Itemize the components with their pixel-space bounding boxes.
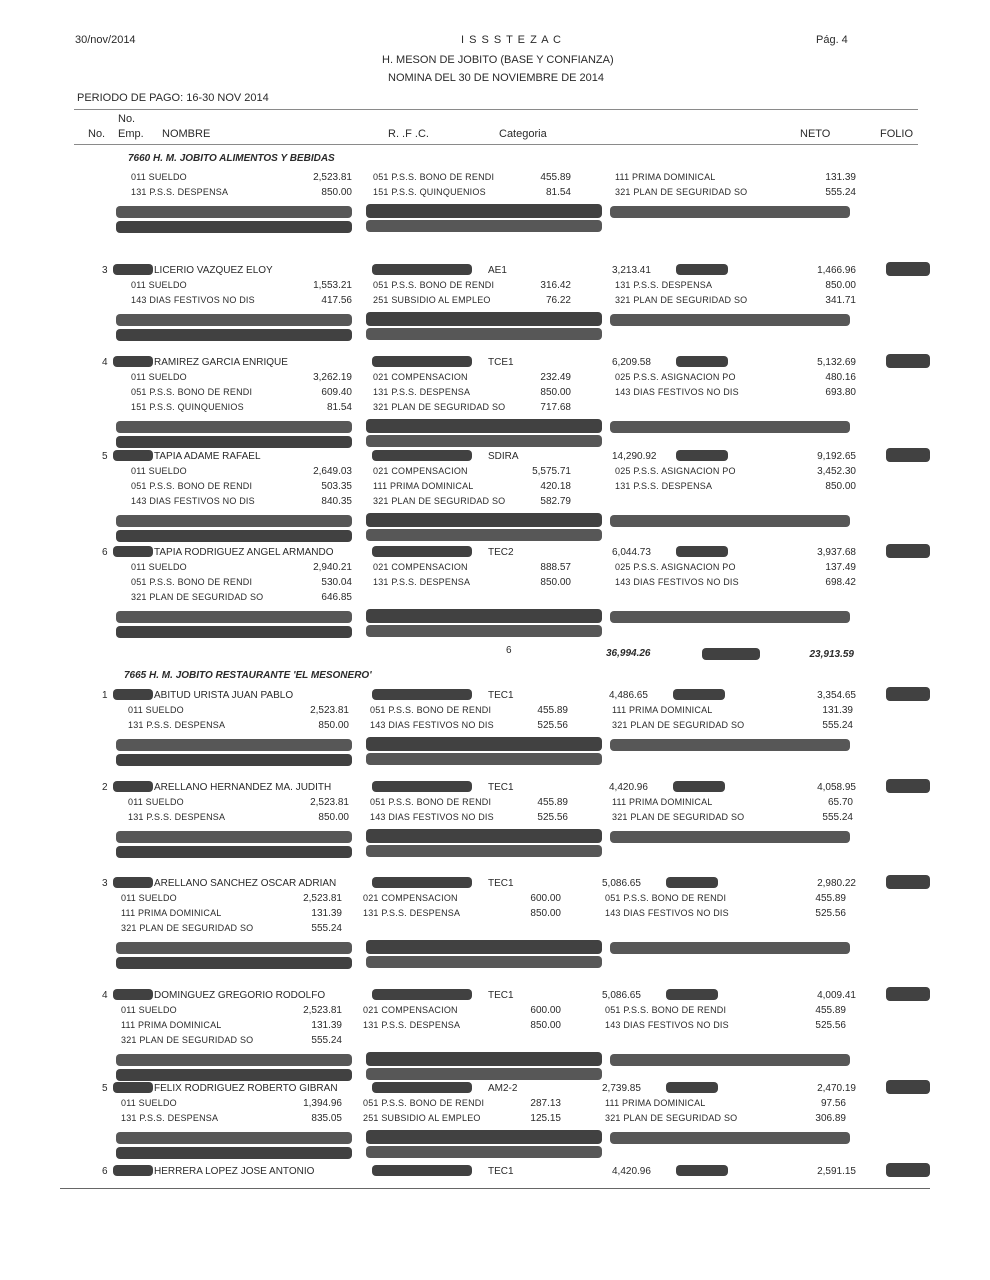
concept-amount: 455.89: [815, 893, 846, 904]
redaction-block: [372, 1165, 472, 1176]
redaction-block: [113, 546, 153, 557]
employee-neto: 2,591.15: [817, 1166, 856, 1177]
redaction-block: [676, 264, 728, 275]
employee-neto: 3,354.65: [817, 690, 856, 701]
employee-name: ARELLANO HERNANDEZ MA. JUDITH: [154, 782, 332, 793]
employee-number: 1: [102, 690, 108, 701]
concept-label: 321 PLAN DE SEGURIDAD SO: [121, 923, 254, 933]
concept-amount: 555.24: [825, 187, 856, 198]
redaction-block: [366, 419, 602, 433]
concept-label: 131 P.S.S. DESPENSA: [363, 1020, 461, 1030]
redaction-block: [366, 1068, 602, 1080]
redaction-block: [676, 1165, 728, 1176]
concept-amount: 2,649.03: [313, 466, 352, 477]
redaction-block: [116, 206, 352, 218]
employee-neto: 4,009.41: [817, 990, 856, 1001]
concept-label: 251 SUBSIDIO AL EMPLEO: [363, 1113, 481, 1123]
redaction-block: [113, 877, 153, 888]
concept-amount: 525.56: [537, 812, 568, 823]
redaction-block: [372, 546, 472, 557]
employee-name: DOMINGUEZ GREGORIO RODOLFO: [154, 990, 326, 1001]
concept-label: 111 PRIMA DOMINICAL: [121, 908, 222, 918]
concept-label: 131 P.S.S. DESPENSA: [121, 1113, 219, 1123]
concept-amount: 97.56: [820, 1098, 846, 1109]
employee-number: 5: [102, 451, 108, 462]
concept-amount: 850.00: [530, 908, 561, 919]
pay-period: PERIODO DE PAGO: 16-30 NOV 2014: [77, 92, 269, 104]
redaction-block: [366, 328, 602, 340]
employee-name: HERRERA LOPEZ JOSE ANTONIO: [154, 1166, 315, 1177]
concept-label: 051 P.S.S. BONO DE RENDI: [131, 387, 253, 397]
redaction-block: [372, 1082, 472, 1093]
concept-label: 111 PRIMA DOMINICAL: [373, 481, 474, 491]
concept-amount: 417.56: [321, 295, 352, 306]
concept-amount: 850.00: [530, 1020, 561, 1031]
concept-amount: 888.57: [540, 562, 571, 573]
employee-neto: 9,192.65: [817, 451, 856, 462]
concept-label: 051 P.S.S. BONO DE RENDI: [131, 481, 253, 491]
redaction-block: [366, 435, 602, 447]
concept-amount: 2,940.21: [313, 562, 352, 573]
concept-amount: 3,452.30: [817, 466, 856, 477]
employee-number: 3: [102, 265, 108, 276]
redaction-block: [610, 1054, 850, 1066]
concept-label: 143 DIAS FESTIVOS NO DIS: [131, 295, 255, 305]
concept-amount: 316.42: [540, 280, 571, 291]
col-neto: NETO: [800, 128, 831, 140]
concept-label: 021 COMPENSACION: [373, 562, 468, 572]
concept-label: 051 P.S.S. BONO DE RENDI: [605, 1005, 727, 1015]
concept-amount: 850.00: [318, 812, 349, 823]
concept-label: 051 P.S.S. BONO DE RENDI: [373, 172, 495, 182]
employee-name: TAPIA ADAME RAFAEL: [154, 451, 261, 462]
concept-label: 111 PRIMA DOMINICAL: [612, 705, 713, 715]
redaction-block: [366, 753, 602, 765]
concept-label: 321 PLAN DE SEGURIDAD SO: [612, 720, 745, 730]
concept-amount: 646.85: [321, 592, 352, 603]
redaction-block: [116, 754, 352, 766]
concept-amount: 76.22: [545, 295, 571, 306]
concept-label: 051 P.S.S. BONO DE RENDI: [131, 577, 253, 587]
concept-amount: 609.40: [321, 387, 352, 398]
employee-name: TAPIA RODRIGUEZ ANGEL ARMANDO: [154, 547, 334, 558]
concept-amount: 131.39: [311, 1020, 342, 1031]
concept-amount: 455.89: [537, 797, 568, 808]
redaction-block: [666, 989, 718, 1000]
redaction-block: [366, 204, 602, 218]
employee-neto: 2,470.19: [817, 1083, 856, 1094]
concept-amount: 850.00: [825, 280, 856, 291]
concept-amount: 555.24: [822, 812, 853, 823]
redaction-block: [116, 221, 352, 233]
concept-label: 021 COMPENSACION: [363, 893, 458, 903]
redaction-block: [116, 1054, 352, 1066]
redaction-block: [116, 1147, 352, 1159]
concept-label: 143 DIAS FESTIVOS NO DIS: [370, 812, 494, 822]
employee-number: 6: [102, 1166, 108, 1177]
employee-name: FELIX RODRIGUEZ ROBERTO GIBRAN: [154, 1083, 338, 1094]
concept-amount: 81.54: [326, 402, 352, 413]
redaction-block: [113, 989, 153, 1000]
redaction-block: [116, 739, 352, 751]
concept-label: 051 P.S.S. BONO DE RENDI: [373, 280, 495, 290]
employee-neto: 1,466.96: [817, 265, 856, 276]
employee-name: LICERIO VAZQUEZ ELOY: [154, 265, 273, 276]
concept-amount: 125.15: [530, 1113, 561, 1124]
employee-name: ABITUD URISTA JUAN PABLO: [154, 690, 294, 701]
redaction-block: [366, 845, 602, 857]
redaction-block: [116, 1132, 352, 1144]
employee-category: TEC1: [488, 878, 514, 889]
section-title: 7665 H. M. JOBITO RESTAURANTE 'EL MESONERO': [124, 670, 372, 681]
redaction-block: [366, 625, 602, 637]
employee-gross: 5,086.65: [602, 990, 641, 1001]
employee-gross: 4,420.96: [612, 1166, 651, 1177]
concept-label: 051 P.S.S. BONO DE RENDI: [370, 705, 492, 715]
concept-label: 321 PLAN DE SEGURIDAD SO: [612, 812, 745, 822]
redaction-block: [113, 1165, 153, 1176]
redaction-block: [372, 989, 472, 1000]
col-nombre: NOMBRE: [162, 128, 211, 140]
concept-label: 025 P.S.S. ASIGNACION PO: [615, 372, 736, 382]
employee-number: 4: [102, 990, 108, 1001]
concept-amount: 503.35: [321, 481, 352, 492]
concept-amount: 693.80: [825, 387, 856, 398]
concept-amount: 287.13: [530, 1098, 561, 1109]
concept-amount: 65.70: [827, 797, 853, 808]
redaction-block: [366, 1146, 602, 1158]
employee-gross: 2,739.85: [602, 1083, 641, 1094]
section-count: 6: [506, 645, 512, 656]
redaction-block: [372, 689, 472, 700]
employee-category: TEC1: [488, 1166, 514, 1177]
redaction-block: [673, 689, 725, 700]
employee-category: TEC1: [488, 990, 514, 1001]
redaction-block: [673, 781, 725, 792]
redaction-block: [886, 1163, 930, 1177]
concept-amount: 137.49: [825, 562, 856, 573]
employee-number: 5: [102, 1083, 108, 1094]
redaction-block: [116, 530, 352, 542]
page-number: Pág. 4: [816, 34, 848, 46]
redaction-block: [366, 529, 602, 541]
concept-amount: 81.54: [545, 187, 571, 198]
redaction-block: [610, 831, 850, 843]
concept-label: 151 P.S.S. QUINQUENIOS: [131, 402, 244, 412]
employee-neto: 5,132.69: [817, 357, 856, 368]
employee-number: 6: [102, 547, 108, 558]
redaction-block: [886, 987, 930, 1001]
concept-label: 321 PLAN DE SEGURIDAD SO: [615, 295, 748, 305]
concept-label: 131 P.S.S. DESPENSA: [363, 908, 461, 918]
employee-category: TCE1: [488, 357, 514, 368]
redaction-block: [113, 356, 153, 367]
concept-label: 021 COMPENSACION: [373, 372, 468, 382]
employee-gross: 6,044.73: [612, 547, 651, 558]
redaction-block: [886, 544, 930, 558]
employee-gross: 5,086.65: [602, 878, 641, 889]
col-emp: Emp.: [118, 128, 144, 140]
redaction-block: [610, 421, 850, 433]
redaction-block: [886, 687, 930, 701]
concept-label: 131 P.S.S. DESPENSA: [128, 720, 226, 730]
concept-amount: 525.56: [537, 720, 568, 731]
employee-neto: 2,980.22: [817, 878, 856, 889]
concept-label: 021 COMPENSACION: [373, 466, 468, 476]
redaction-block: [366, 312, 602, 326]
redaction-block: [666, 877, 718, 888]
redaction-block: [610, 611, 850, 623]
concept-label: 143 DIAS FESTIVOS NO DIS: [615, 387, 739, 397]
employee-category: AM2-2: [488, 1083, 518, 1094]
redaction-block: [886, 354, 930, 368]
concept-amount: 480.16: [825, 372, 856, 383]
entity-name: H. MESON DE JOBITO (BASE Y CONFIANZA): [382, 54, 614, 66]
redaction-block: [366, 609, 602, 623]
redaction-block: [116, 1069, 352, 1081]
concept-amount: 1,394.96: [303, 1098, 342, 1109]
redaction-block: [372, 450, 472, 461]
redaction-block: [113, 450, 153, 461]
concept-label: 025 P.S.S. ASIGNACION PO: [615, 466, 736, 476]
employee-number: 4: [102, 357, 108, 368]
redaction-block: [116, 846, 352, 858]
redaction-block: [610, 206, 850, 218]
redaction-block: [610, 515, 850, 527]
concept-amount: 2,523.81: [313, 172, 352, 183]
concept-amount: 840.35: [321, 496, 352, 507]
redaction-block: [886, 875, 930, 889]
employee-number: 2: [102, 782, 108, 793]
concept-amount: 525.56: [815, 908, 846, 919]
concept-amount: 131.39: [311, 908, 342, 919]
concept-amount: 555.24: [311, 923, 342, 934]
redaction-block: [113, 781, 153, 792]
concept-label: 011 SUELDO: [128, 705, 184, 715]
header-rule-bottom: [74, 144, 918, 145]
concept-amount: 131.39: [822, 705, 853, 716]
redaction-block: [116, 314, 352, 326]
employee-gross: 4,420.96: [609, 782, 648, 793]
redaction-block: [113, 689, 153, 700]
redaction-block: [116, 329, 352, 341]
concept-label: 011 SUELDO: [121, 1005, 177, 1015]
redaction-block: [116, 421, 352, 433]
concept-label: 321 PLAN DE SEGURIDAD SO: [131, 592, 264, 602]
concept-label: 111 PRIMA DOMINICAL: [121, 1020, 222, 1030]
section-title: 7660 H. M. JOBITO ALIMENTOS Y BEBIDAS: [128, 153, 335, 164]
concept-label: 321 PLAN DE SEGURIDAD SO: [121, 1035, 254, 1045]
concept-label: 143 DIAS FESTIVOS NO DIS: [605, 908, 729, 918]
redaction-block: [886, 262, 930, 276]
concept-amount: 582.79: [540, 496, 571, 507]
redaction-block: [666, 1082, 718, 1093]
concept-amount: 717.68: [540, 402, 571, 413]
concept-amount: 232.49: [540, 372, 571, 383]
redaction-block: [116, 436, 352, 448]
concept-label: 131 P.S.S. DESPENSA: [128, 812, 226, 822]
concept-label: 011 SUELDO: [131, 562, 187, 572]
redaction-block: [702, 648, 760, 660]
concept-label: 021 COMPENSACION: [363, 1005, 458, 1015]
concept-label: 131 P.S.S. DESPENSA: [373, 387, 471, 397]
section-total-gross: 36,994.26: [606, 648, 651, 659]
concept-amount: 455.89: [537, 705, 568, 716]
employee-gross: 4,486.65: [609, 690, 648, 701]
concept-amount: 455.89: [540, 172, 571, 183]
employee-name: RAMIREZ GARCIA ENRIQUE: [154, 357, 288, 368]
concept-amount: 530.04: [321, 577, 352, 588]
concept-label: 011 SUELDO: [121, 893, 177, 903]
redaction-block: [610, 1132, 850, 1144]
concept-amount: 455.89: [815, 1005, 846, 1016]
concept-label: 011 SUELDO: [131, 466, 187, 476]
concept-label: 131 P.S.S. DESPENSA: [373, 577, 471, 587]
col-rfc: R. .F .C.: [388, 128, 429, 140]
concept-label: 321 PLAN DE SEGURIDAD SO: [605, 1113, 738, 1123]
concept-label: 011 SUELDO: [128, 797, 184, 807]
redaction-block: [366, 1052, 602, 1066]
redaction-block: [372, 781, 472, 792]
concept-label: 143 DIAS FESTIVOS NO DIS: [131, 496, 255, 506]
concept-amount: 341.71: [825, 295, 856, 306]
concept-label: 111 PRIMA DOMINICAL: [615, 172, 716, 182]
concept-label: 051 P.S.S. BONO DE RENDI: [363, 1098, 485, 1108]
concept-amount: 2,523.81: [310, 797, 349, 808]
concept-label: 011 SUELDO: [121, 1098, 177, 1108]
header-rule-top: [74, 109, 918, 110]
redaction-block: [610, 942, 850, 954]
employee-gross: 6,209.58: [612, 357, 651, 368]
nomina-title: NOMINA DEL 30 DE NOVIEMBRE DE 2014: [388, 72, 604, 84]
redaction-block: [366, 737, 602, 751]
redaction-block: [610, 739, 850, 751]
col-categoria: Categoria: [499, 128, 547, 140]
redaction-block: [113, 264, 153, 275]
concept-label: 143 DIAS FESTIVOS NO DIS: [605, 1020, 729, 1030]
concept-amount: 835.05: [311, 1113, 342, 1124]
redaction-block: [116, 831, 352, 843]
employee-category: SDIRA: [488, 451, 519, 462]
report-date: 30/nov/2014: [75, 34, 136, 46]
concept-label: 143 DIAS FESTIVOS NO DIS: [615, 577, 739, 587]
redaction-block: [886, 448, 930, 462]
concept-label: 025 P.S.S. ASIGNACION PO: [615, 562, 736, 572]
redaction-block: [610, 314, 850, 326]
section-total-neto: 23,913.59: [809, 649, 854, 660]
concept-amount: 850.00: [540, 577, 571, 588]
redaction-block: [116, 611, 352, 623]
concept-label: 111 PRIMA DOMINICAL: [612, 797, 713, 807]
redaction-block: [372, 877, 472, 888]
concept-label: 051 P.S.S. BONO DE RENDI: [370, 797, 492, 807]
concept-amount: 3,262.19: [313, 372, 352, 383]
redaction-block: [366, 1130, 602, 1144]
employee-category: TEC1: [488, 690, 514, 701]
redaction-block: [113, 1082, 153, 1093]
concept-amount: 600.00: [530, 1005, 561, 1016]
employee-gross: 3,213.41: [612, 265, 651, 276]
redaction-block: [116, 957, 352, 969]
redaction-block: [366, 940, 602, 954]
concept-label: 131 P.S.S. DESPENSA: [615, 280, 713, 290]
concept-amount: 131.39: [825, 172, 856, 183]
concept-label: 151 P.S.S. QUINQUENIOS: [373, 187, 486, 197]
concept-amount: 850.00: [825, 481, 856, 492]
employee-gross: 14,290.92: [612, 451, 657, 462]
concept-label: 251 SUBSIDIO AL EMPLEO: [373, 295, 491, 305]
col-no-emp-top: No.: [118, 113, 136, 125]
concept-amount: 850.00: [318, 720, 349, 731]
concept-amount: 2,523.81: [303, 893, 342, 904]
redaction-block: [116, 942, 352, 954]
concept-amount: 525.56: [815, 1020, 846, 1031]
concept-amount: 555.24: [822, 720, 853, 731]
concept-label: 321 PLAN DE SEGURIDAD SO: [373, 402, 506, 412]
org-name: I S S S T E Z A C: [461, 34, 562, 46]
concept-label: 131 P.S.S. DESPENSA: [615, 481, 713, 491]
redaction-block: [886, 779, 930, 793]
concept-amount: 698.42: [825, 577, 856, 588]
employee-neto: 4,058.95: [817, 782, 856, 793]
redaction-block: [676, 450, 728, 461]
redaction-block: [366, 513, 602, 527]
concept-label: 111 PRIMA DOMINICAL: [605, 1098, 706, 1108]
concept-label: 321 PLAN DE SEGURIDAD SO: [373, 496, 506, 506]
concept-amount: 850.00: [540, 387, 571, 398]
concept-label: 143 DIAS FESTIVOS NO DIS: [370, 720, 494, 730]
concept-amount: 850.00: [321, 187, 352, 198]
concept-amount: 2,523.81: [303, 1005, 342, 1016]
redaction-block: [372, 264, 472, 275]
redaction-block: [116, 515, 352, 527]
concept-label: 011 SUELDO: [131, 372, 187, 382]
concept-label: 321 PLAN DE SEGURIDAD SO: [615, 187, 748, 197]
col-no: No.: [88, 128, 106, 140]
employee-category: AE1: [488, 265, 507, 276]
employee-category: TEC1: [488, 782, 514, 793]
redaction-block: [676, 356, 728, 367]
redaction-block: [886, 1080, 930, 1094]
redaction-block: [366, 220, 602, 232]
concept-amount: 600.00: [530, 893, 561, 904]
concept-label: 011 SUELDO: [131, 280, 187, 290]
redaction-block: [372, 356, 472, 367]
concept-amount: 306.89: [815, 1113, 846, 1124]
col-folio: FOLIO: [880, 128, 914, 140]
footer-rule: [60, 1188, 930, 1189]
concept-amount: 420.18: [540, 481, 571, 492]
concept-label: 011 SUELDO: [131, 172, 187, 182]
employee-neto: 3,937.68: [817, 547, 856, 558]
employee-name: ARELLANO SANCHEZ OSCAR ADRIAN: [154, 878, 337, 889]
redaction-block: [676, 546, 728, 557]
concept-label: 131 P.S.S. DESPENSA: [131, 187, 229, 197]
redaction-block: [366, 829, 602, 843]
concept-amount: 555.24: [311, 1035, 342, 1046]
employee-category: TEC2: [488, 547, 514, 558]
concept-amount: 1,553.21: [313, 280, 352, 291]
redaction-block: [116, 626, 352, 638]
redaction-block: [366, 956, 602, 968]
concept-amount: 5,575.71: [532, 466, 571, 477]
concept-label: 051 P.S.S. BONO DE RENDI: [605, 893, 727, 903]
employee-number: 3: [102, 878, 108, 889]
concept-amount: 2,523.81: [310, 705, 349, 716]
